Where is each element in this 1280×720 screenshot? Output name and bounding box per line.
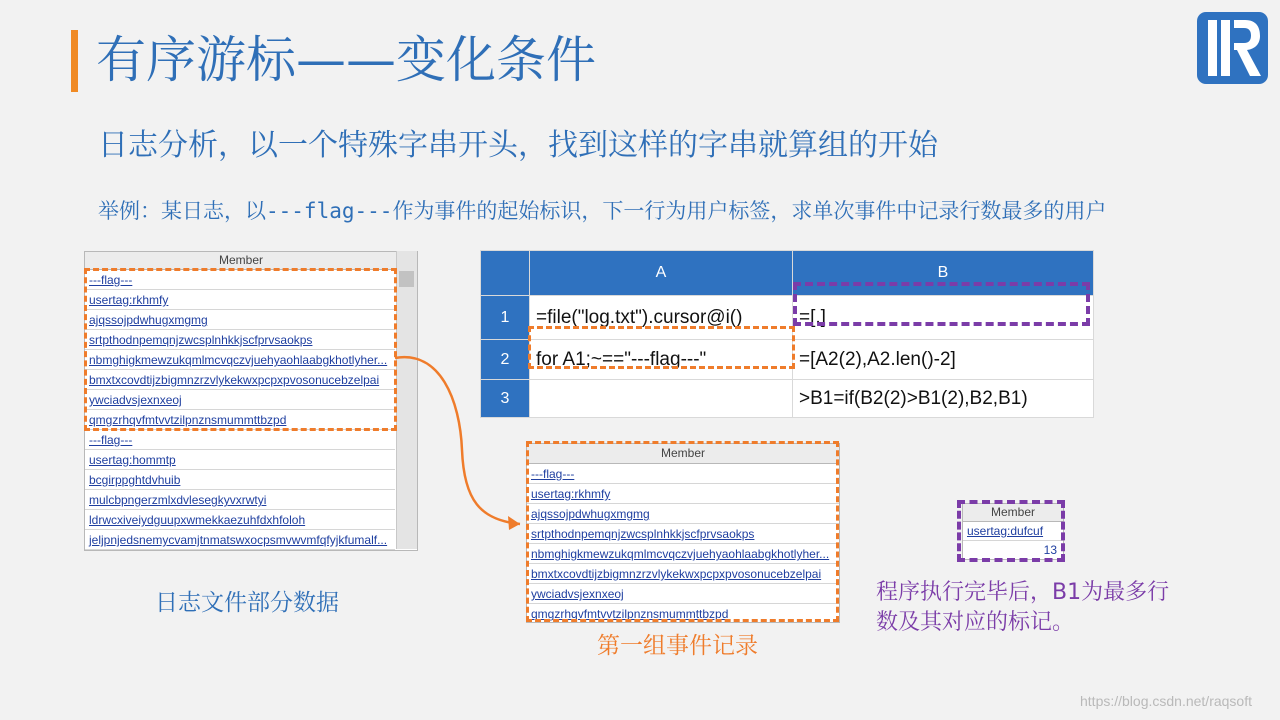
example-flag-code: ---flag---: [266, 199, 393, 223]
scroll-thumb[interactable]: [399, 271, 414, 287]
group-highlight: [526, 441, 839, 622]
log-caption: 日志文件部分数据: [155, 590, 339, 616]
result-note: 程序执行完毕后，B1为最多行数及其对应的标记。: [876, 580, 1170, 635]
title-accent-bar: [71, 30, 78, 92]
group-row[interactable]: bmxtxcovdtijzbigmnzrzvlykekwxpcpxpvosonucebzelpai: [527, 564, 839, 584]
group-row[interactable]: usertag:rkhmfy: [527, 484, 839, 504]
group-row[interactable]: ajqssojpdwhugxmgmg: [527, 504, 839, 524]
log-table-header: Member: [85, 252, 397, 270]
result-highlight: [957, 500, 1065, 562]
grid-row-number[interactable]: 3: [481, 380, 530, 418]
page-title: 有序游标——变化条件: [96, 31, 596, 89]
loop-highlight: [528, 326, 795, 369]
grid-cell-a2[interactable]: for A1;~=="---flag---": [530, 340, 793, 380]
example-prefix: 举例：某日志，以: [98, 199, 266, 223]
grid-row-number[interactable]: 1: [481, 296, 530, 340]
group-caption: 第一组事件记录: [597, 633, 758, 659]
result-table-header: Member: [963, 504, 1063, 522]
grid-cell-b2[interactable]: =[A2(2),A2.len()-2]: [793, 340, 1094, 380]
raqsoft-logo-icon: [1197, 12, 1268, 84]
log-row[interactable]: usertag:hommtp: [85, 450, 395, 470]
group-row[interactable]: srtpthodnpemqnjzwcsplnhkkjscfprvsaokps: [527, 524, 839, 544]
grid-cell-a3[interactable]: [530, 380, 793, 418]
watermark: https://blog.csdn.net/raqsoft: [1080, 693, 1252, 709]
grid-cell-a1[interactable]: =file("log.txt").cursor@i(): [530, 296, 793, 340]
b1-highlight: [793, 282, 1090, 326]
grid-corner: [481, 251, 530, 296]
log-group-highlight: [84, 268, 397, 431]
log-row[interactable]: ldrwcxiveiydguupxwmekkaezuhfdxhfoloh: [85, 510, 395, 530]
grid-cell-b3[interactable]: >B1=if(B2(2)>B1(2),B2,B1): [793, 380, 1094, 418]
group-table-header: Member: [527, 444, 839, 464]
example-suffix: 作为事件的起始标识，下一行为用户标签，求单次事件中记录行数最多的用户: [392, 199, 1107, 223]
log-row[interactable]: bcgirppghtdvhuib: [85, 470, 395, 490]
subtitle: 日志分析，以一个特殊字串开头，找到这样的字串就算组的开始: [98, 128, 938, 163]
log-row[interactable]: usertag:rkhmfy: [85, 290, 395, 310]
log-row[interactable]: qmgzrhqvfmtvvtzilpnznsmummttbzpd: [85, 410, 395, 430]
result-value[interactable]: usertag:dufcuf: [963, 522, 1063, 541]
log-row[interactable]: srtpthodnpemqnjzwcsplnhkkjscfprvsaokps: [85, 330, 395, 350]
grid-col-b[interactable]: B: [793, 251, 1094, 296]
group-row[interactable]: ywciadvsjexnxeoj: [527, 584, 839, 604]
result-count[interactable]: 13: [963, 541, 1063, 560]
log-row[interactable]: nbmghigkmewzukqmlmcvqczvjuehyaohlaabgkhotlyher...: [85, 350, 395, 370]
log-row[interactable]: ---flag---: [85, 270, 395, 290]
grid-cell-b1[interactable]: =[,]: [793, 296, 1094, 340]
log-row[interactable]: ywciadvsjexnxeoj: [85, 390, 395, 410]
grid-row-number[interactable]: 2: [481, 340, 530, 380]
group-row[interactable]: qmgzrhqvfmtvvtzilpnznsmummttbzpd: [527, 604, 839, 623]
log-row[interactable]: ajqssojpdwhugxmgmg: [85, 310, 395, 330]
group-row[interactable]: ---flag---: [527, 464, 839, 484]
log-row[interactable]: bmxtxcovdtijzbigmnzrzvlykekwxpcpxpvosonucebzelpai: [85, 370, 395, 390]
group-row[interactable]: nbmghigkmewzukqmlmcvqczvjuehyaohlaabgkhotlyher...: [527, 544, 839, 564]
example-text: [98, 194, 1106, 228]
log-row[interactable]: ---flag---: [85, 430, 395, 450]
grid-col-a[interactable]: A: [530, 251, 793, 296]
log-row[interactable]: jeljpnjedsnemycvamjtnmatswxocpsmvwvmfqfyjkfumalf...: [85, 530, 395, 550]
log-row[interactable]: mulcbpngerzmlxdvlesegkyvxrwtyi: [85, 490, 395, 510]
